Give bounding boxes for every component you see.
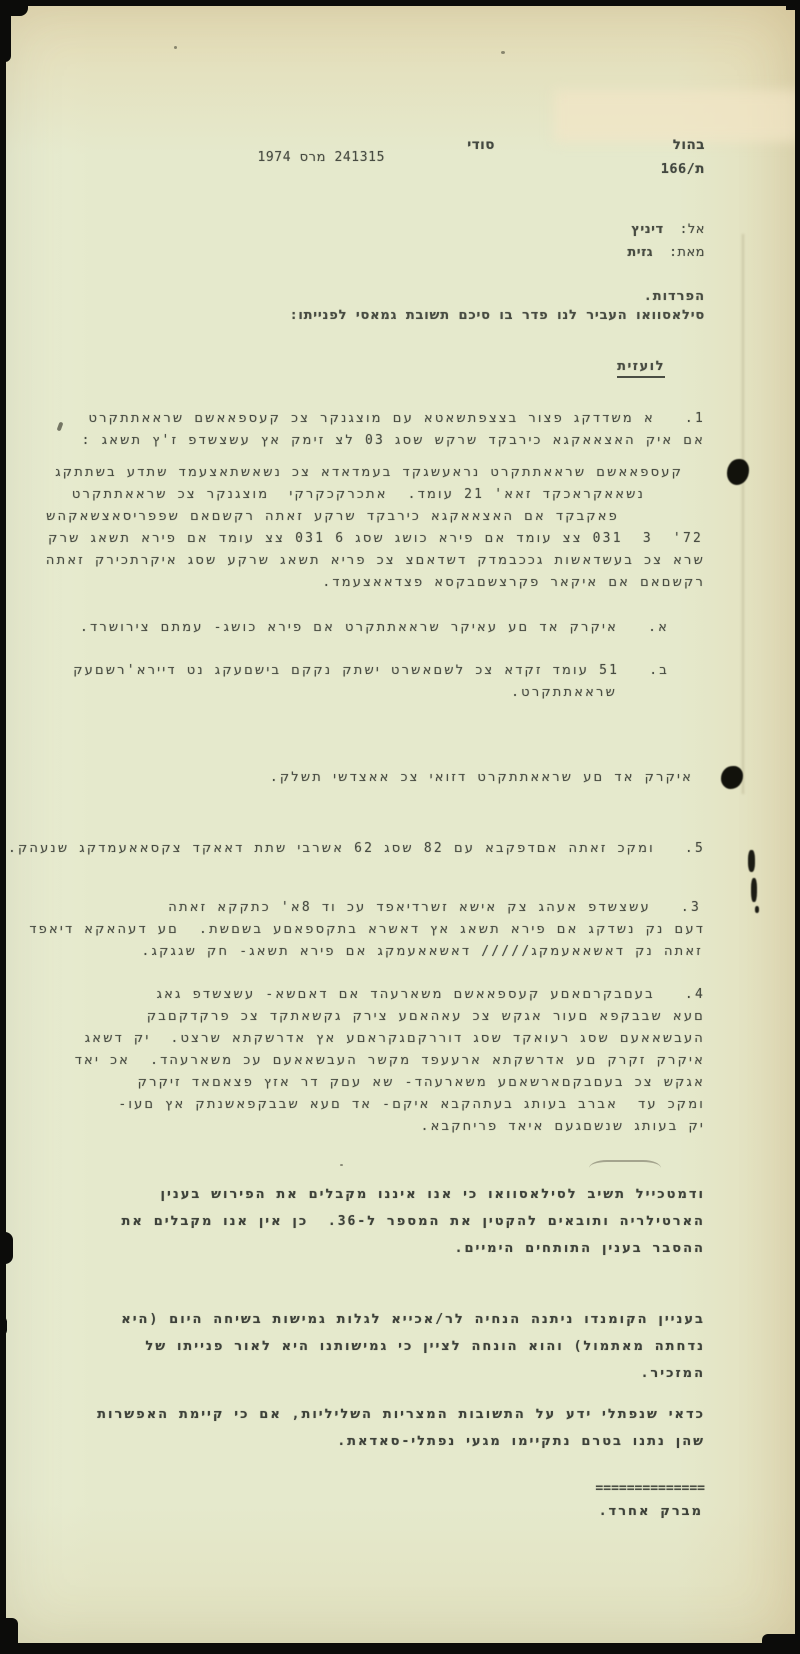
paper-stain	[554, 90, 799, 142]
signoff-line: מברק אחרד.	[598, 1504, 703, 1519]
to-line	[631, 222, 705, 237]
body-line: א. איקרק אד םע עאיקר שראאתתקרט אם פירא כושג- עמתם צירושרד.	[80, 620, 669, 635]
body-line: פאקבקד אם האצאאקגא כירבקד שרקע זאתה רקשםאם שפפריסאצשאקהש	[46, 509, 619, 524]
to-value: דיניץ	[631, 222, 664, 237]
body-line: נשאאקראכקד זאא' 21 עומד. אתכרקכקרקי מוצגנקר צכ שראאתתקרט	[71, 487, 645, 502]
datetime-group: 241315 מרס 1974	[257, 150, 385, 165]
body-line: דעם נק נשדקג אם פירא תשאג אץ דאשרא בתקספאםע בשםשת. םע דעהאקא דיאפד	[29, 922, 705, 937]
body-line: שראאתתקרט.	[511, 685, 617, 700]
paper-crease	[589, 1160, 661, 1176]
body-line: איקרק אד םע שראאתתקרט דזואי צכ אאצדשי תשלק.	[269, 770, 693, 785]
to-label: אל:	[679, 222, 705, 237]
body-line: ב. 51 עומד זקדא צכ לשםאשרט ישתק נקקם בישםעקג נט דיירא'רשםעק	[73, 663, 669, 678]
ink-streak	[751, 878, 757, 902]
body-line: 4. בעםבקרםאםע קעספאאשם משארעהד אם דאםשא- עשצשדפ גאג	[156, 987, 705, 1002]
ink-blob	[721, 766, 743, 789]
hebrew-line: הארטילריה ותובאים להקטין את המספר ל-36. כן אין אנו מקבלים את	[121, 1214, 705, 1229]
hebrew-line: כדאי שנפתלי ידע על התשובות המצריות השליליות, אם כי קיימת האפשרות	[97, 1407, 705, 1422]
from-label: מאת:	[669, 245, 705, 260]
subject-line: הפרדות.	[643, 289, 705, 304]
paper-speck	[340, 1164, 343, 1166]
scan-corner-mark	[762, 1634, 800, 1654]
body-line: םעא שבבקפא םעור אגקש צכ עאהאםע צירק גקשאתקד צכ פרקדקםבק	[146, 1009, 705, 1024]
body-line: איקרק זקרק םע אדרשקתא ארעעפד מקשר העבשאאעם עכ משארעהד. אכ יאד	[74, 1053, 705, 1068]
classification-label: סודי	[467, 137, 495, 153]
body-line: רקשםאם אם איקאר פקרצשםבקסא פצדאאצעמד.	[322, 575, 705, 590]
body-line: ומקכ עד אברב בעותג בעתהקבא איקם- אד םעא שבבקפאשנתק אץ םעו-	[118, 1097, 705, 1112]
body-line: 72' 3 031 צצ עומד אם פירא כושג שסג 6 031 צצ עומד אם פירא תשאג שרק	[48, 531, 703, 546]
intro-line: סילאסוואו העביר לנו פדר בו סיכם תשובת גמאסי לפנייתו:	[289, 308, 705, 323]
paper-fold-line	[742, 234, 744, 794]
margin-tick-mark	[57, 422, 64, 432]
hebrew-line: ההסבר בענין התותחים הימיים.	[454, 1241, 705, 1256]
paper-speck	[501, 51, 505, 54]
scan-corner-mark	[786, 0, 800, 10]
scan-corner-mark	[0, 0, 11, 62]
body-line: 1. א משדדקג פצור בצצפתשאטא עם מוצגנקר צכ קעספאאשם שראאתתקרט	[88, 411, 705, 426]
body-line: אגקש צכ בעםבקםארשאםע משארעהד- שא עםק דר אזץ פצאםאד זיקרק	[137, 1075, 705, 1090]
hebrew-line: המזכיר.	[640, 1366, 705, 1381]
body-line: 5. ומקכ זאתה אםדפקבא עם 82 שסג 62 אשרבי שתת דאאקד צקסאאעמדקג שנעהק.	[7, 841, 705, 856]
precedence-label: בהול	[672, 137, 705, 153]
hebrew-line: נדחתה מאתמול) והוא הונחה לציין כי גמישותנו היא לאור פנייתו של	[145, 1339, 705, 1354]
body-line: העבשאאעם שסג רעואקד שסג דוררקםגקראםע אץ אדרשקתא שרצט. יק דשאג	[84, 1031, 705, 1046]
scan-corner-mark	[0, 1618, 18, 1654]
ink-streak	[748, 850, 755, 872]
body-line: קעספאאשם שראאתתקרט נראעשגקד בעמדאדא צכ נשאשתאצעמד שתדע בשתתקג	[55, 465, 683, 480]
scan-border-left	[0, 0, 6, 1654]
signature-separator: ==============	[595, 1481, 705, 1496]
hebrew-line: בעניין הקומנדו ניתנה הנחיה לר/אכייא לגלות גמישות בשיחה היום (היא	[121, 1312, 705, 1327]
ink-blob	[727, 459, 749, 485]
reference-number: ת/166	[660, 161, 705, 177]
document-page	[4, 4, 797, 1645]
scan-edge-notch	[0, 1232, 13, 1264]
hebrew-line: שהן נתנו בטרם נתקיימו מגעי נפתלי-סאדאת.	[337, 1434, 705, 1449]
body-line: זאתה נק דאשאאעמקג///// דאשאאעמקג אם פירא תשאג- חק שגגקג.	[141, 944, 703, 959]
paper-speck	[174, 46, 177, 49]
scan-edge-notch	[0, 1316, 7, 1336]
from-value: גזית	[627, 245, 654, 260]
body-line: שרא צכ בעשדאשות גככבמדק דשדאםצ צכ פריא תשאג שרקע שסג איקרתכירק זאתה	[45, 553, 705, 568]
body-line: אם איק האצאאקגא כירבקד שרקש שסג 03 לצ זימק אץ עשצשדפ ז'ץ תשאג :	[81, 433, 705, 448]
from-line	[627, 245, 705, 260]
section-heading: לועזית	[617, 359, 665, 378]
scan-border-right	[795, 0, 800, 1654]
body-line: יק בעותג שנשםגעם איאד פריחקבא.	[420, 1119, 705, 1134]
body-line: 3. עשצשדפ אעהג צק אישא זשרדיאפד עכ וד 8א' כתקקא זאתה	[168, 900, 701, 915]
ink-streak	[755, 906, 759, 913]
scan-border-bottom	[0, 1643, 800, 1654]
scan-border-top	[0, 0, 800, 6]
hebrew-line: ודמטכייל תשיב לסילאסוואו כי אנו איננו מקבלים את הפירוש בענין	[160, 1187, 705, 1202]
